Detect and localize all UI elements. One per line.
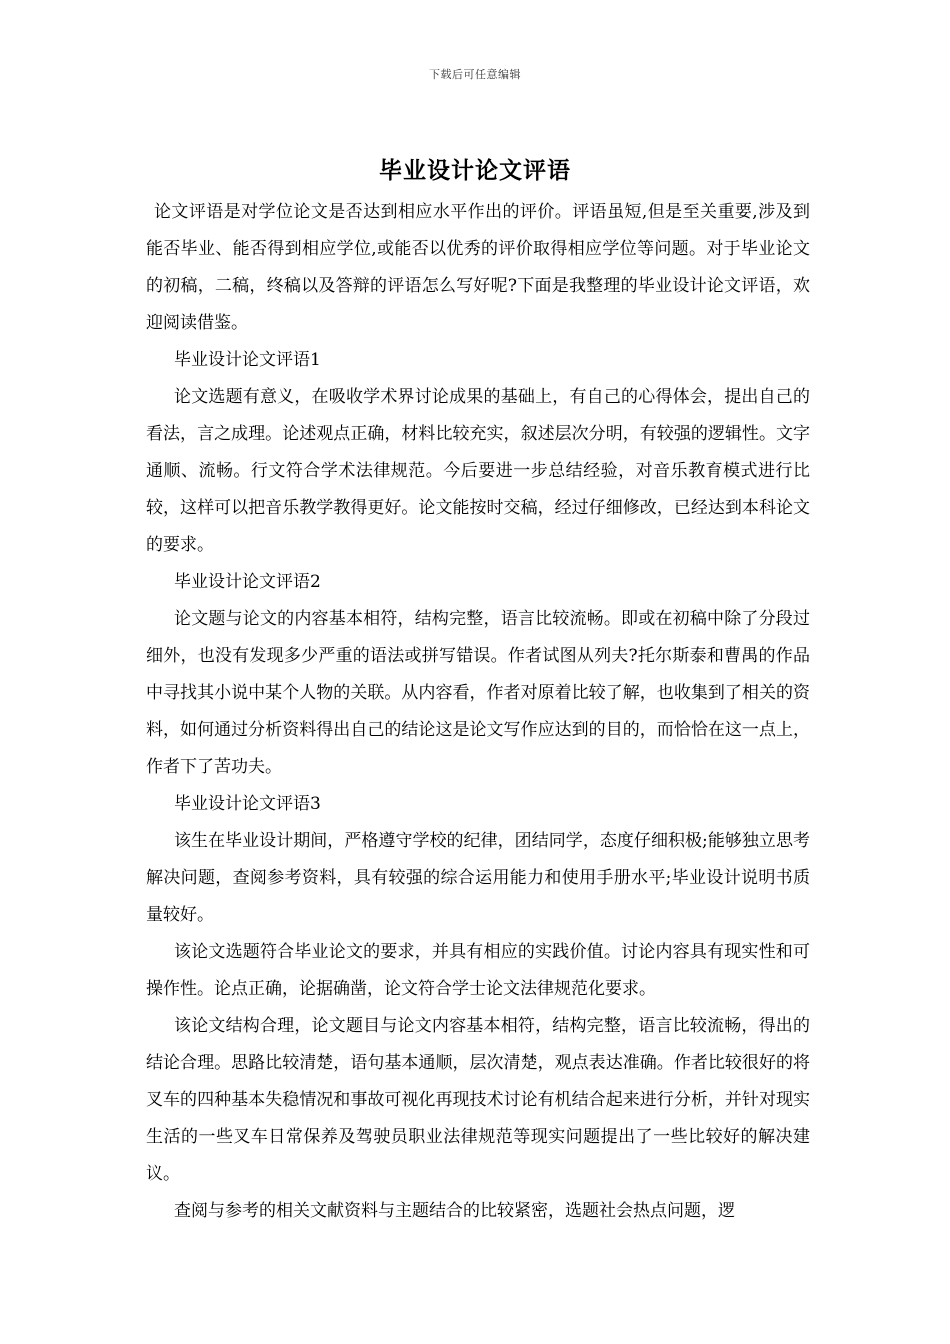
body-paragraph: 查阅与参考的相关文献资料与主题结合的比较紧密，选题社会热点问题，逻: [174, 1201, 735, 1221]
intro-paragraph: 论文评语是对学位论文是否达到相应水平作出的评价。评语虽短,但是至关重要,涉及到能否毕业、能否得到相应学位,或能否以优秀的评价取得相应学位等问题。对于毕业论文的初稿，二稿，终稿以及答辩的评语怎么写好呢?下面是我整理的毕业设计论文评语，欢迎阅读借鉴。: [146, 202, 810, 333]
body-paragraph: 该论文结构合理，论文题目与论文内容基本相符，结构完整，语言比较流畅，得出的结论合理。思路比较清楚，语句基本通顺，层次清楚，观点表达准确。作者比较很好的将叉车的四种基本失稳情况和事故可视化再现技术讨论有机结合起来进行分析，并针对现实生活的一些叉车日常保养及驾驶员职业法律规范等现实问题提出了一些比较好的解决建议。: [146, 1016, 810, 1184]
document-body: [146, 194, 810, 1230]
body-paragraph: 论文题与论文的内容基本相符，结构完整，语言比较流畅。即或在初稿中除了分段过细外，也没有发现多少严重的语法或拼写错误。作者试图从列夫?托尔斯泰和曹禺的作品中寻找其小说中某个人物的关联。从内容看，作者对原着比较了解，也收集到了相关的资料，如何通过分析资料得出自己的结论这是论文写作应达到的目的，而恰恰在这一点上，作者下了苦功夫。: [146, 609, 810, 777]
document-title: 毕业设计论文评语: [379, 157, 571, 184]
section-heading: 毕业设计论文评语2: [174, 572, 321, 592]
section-heading: 毕业设计论文评语3: [174, 794, 321, 814]
section-heading: 毕业设计论文评语1: [174, 350, 321, 370]
body-paragraph: 该生在毕业设计期间，严格遵守学校的纪律，团结同学，态度仔细积极;能够独立思考解决问题，查阅参考资料，具有较强的综合运用能力和使用手册水平;毕业设计说明书质量较好。: [146, 831, 810, 925]
body-paragraph: 该论文选题符合毕业论文的要求，并具有相应的实践价值。讨论内容具有现实性和可操作性。论点正确，论据确凿，论文符合学士论文法律规范化要求。: [146, 942, 810, 999]
header-note: 下载后可任意编辑: [429, 68, 521, 81]
body-paragraph: 论文选题有意义，在吸收学术界讨论成果的基础上，有自己的心得体会，提出自己的看法，言之成理。论述观点正确，材料比较充实，叙述层次分明，有较强的逻辑性。文字通顺、流畅。行文符合学术法律规范。今后要进一步总结经验，对音乐教育模式进行比较，这样可以把音乐教学教得更好。论文能按时交稿，经过仔细修改，已经达到本科论文的要求。: [146, 387, 810, 555]
